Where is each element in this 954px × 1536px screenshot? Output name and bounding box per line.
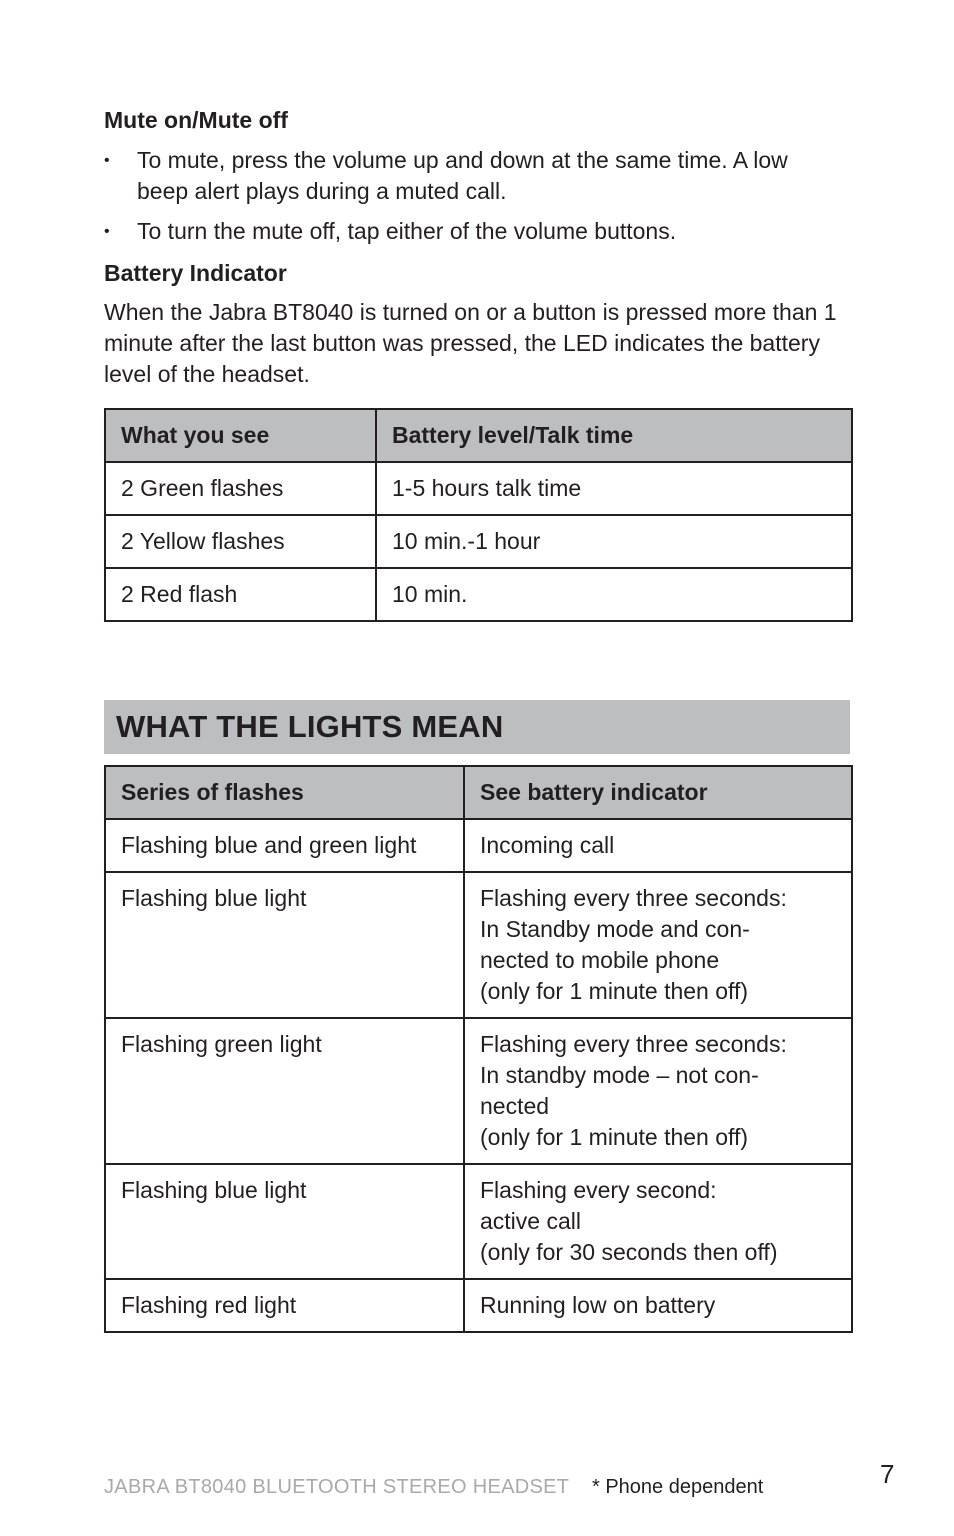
column-header: Battery level/Talk time	[376, 409, 852, 462]
section-title-bar	[104, 700, 850, 754]
bullet-icon: •	[104, 223, 110, 240]
table-cell: 1-5 hours talk time	[376, 462, 852, 515]
lights-table	[104, 765, 853, 1333]
table-cell: 2 Red flash	[105, 568, 376, 621]
battery-paragraph: When the Jabra BT8040 is turned on or a button is pressed more than 1 minute after the last button was pressed, the LED indicates the battery level of the headset.	[104, 299, 837, 387]
list-item	[104, 216, 824, 247]
table-cell: Flashing green light	[105, 1018, 464, 1164]
mute-heading: Mute on/Mute off	[104, 107, 288, 133]
table-cell: 2 Yellow flashes	[105, 515, 376, 568]
section-title: WHAT THE LIGHTS MEAN	[116, 709, 504, 744]
table-cell: Flashing every three seconds: In Standby mode and con- nected to mobile phone (only for 1 minute then off)	[464, 872, 852, 1018]
mute-bullet-list	[104, 145, 824, 256]
footer-note: * Phone dependent	[592, 1476, 764, 1498]
bullet-text: To turn the mute off, tap either of the volume buttons.	[137, 218, 677, 244]
table-header-row	[105, 766, 852, 819]
table-row	[105, 1279, 852, 1332]
table-cell: 2 Green flashes	[105, 462, 376, 515]
column-header: What you see	[105, 409, 376, 462]
column-header: Series of flashes	[105, 766, 464, 819]
table-row	[105, 819, 852, 872]
table-cell: Flashing blue light	[105, 1164, 464, 1279]
table-row	[105, 1018, 852, 1164]
list-item	[104, 145, 824, 207]
column-header: See battery indicator	[464, 766, 852, 819]
table-row	[105, 515, 852, 568]
table-row	[105, 1164, 852, 1279]
table-row	[105, 462, 852, 515]
battery-table	[104, 408, 853, 622]
bullet-icon: •	[104, 152, 110, 169]
table-cell: 10 min.-1 hour	[376, 515, 852, 568]
footer-product-name: JABRA BT8040 BLUETOOTH STEREO HEADSET	[104, 1476, 570, 1498]
page-number: 7	[880, 1459, 895, 1489]
table-header-row	[105, 409, 852, 462]
table-cell: Flashing every three seconds: In standby mode – not con- nected (only for 1 minute then off)	[464, 1018, 852, 1164]
bullet-text: To mute, press the volume up and down at the same time. A low beep alert plays during a muted call.	[137, 147, 788, 204]
table-row	[105, 568, 852, 621]
table-cell: Running low on battery	[464, 1279, 852, 1332]
table-cell: Flashing blue and green light	[105, 819, 464, 872]
table-cell: 10 min.	[376, 568, 852, 621]
table-cell: Flashing red light	[105, 1279, 464, 1332]
battery-heading: Battery Indicator	[104, 260, 287, 286]
table-cell: Flashing every second: active call (only for 30 seconds then off)	[464, 1164, 852, 1279]
table-cell: Flashing blue light	[105, 872, 464, 1018]
table-row	[105, 872, 852, 1018]
table-cell: Incoming call	[464, 819, 852, 872]
